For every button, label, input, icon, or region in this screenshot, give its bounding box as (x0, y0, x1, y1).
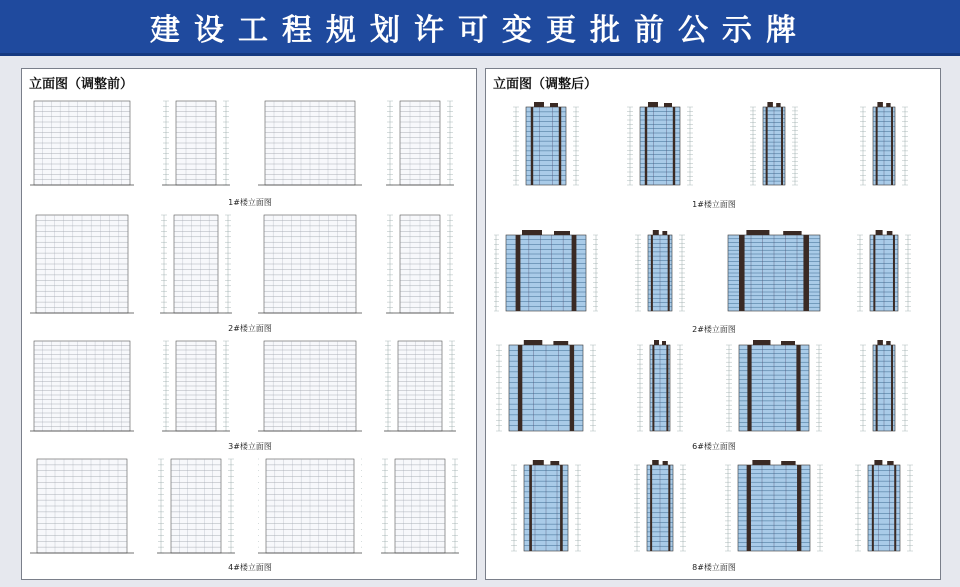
after-elevation-3-1 (494, 337, 598, 437)
after-elevation-1-2 (608, 99, 712, 191)
before-elevation-2-4 (368, 207, 472, 319)
after-elevation-4-3 (722, 457, 826, 557)
banner-title: 建设工程规划许可变更批前公示牌 (150, 12, 810, 48)
before-elevation-2-2 (144, 207, 248, 319)
before-elevation-1-4 (368, 93, 472, 191)
before-elevation-1-1 (30, 93, 134, 191)
before-elevation-2-3 (258, 207, 362, 319)
before-elevation-4-2 (144, 451, 248, 559)
after-elevation-4-1 (494, 457, 598, 557)
before-elevation-3-1 (30, 333, 134, 437)
after-elevation-1-3 (722, 99, 826, 191)
after-caption-3: 6#楼立面图 (692, 442, 736, 451)
before-elevation-1-3 (258, 93, 362, 191)
after-elevation-3-2 (608, 337, 712, 437)
before-panel-title: 立面图（调整前） (29, 77, 134, 92)
before-elevation-3-3 (258, 333, 362, 437)
after-elevation-1-1 (494, 99, 598, 191)
after-caption-4: 8#楼立面图 (692, 563, 736, 572)
after-panel-title: 立面图（调整后） (493, 77, 598, 92)
before-caption-3: 3#楼立面图 (228, 442, 272, 451)
after-elevation-2-1 (494, 227, 598, 317)
before-panel (21, 68, 477, 580)
after-elevation-4-2 (608, 457, 712, 557)
before-caption-1: 1#楼立面图 (228, 198, 272, 207)
after-caption-1: 1#楼立面图 (692, 200, 736, 209)
before-elevation-4-4 (368, 451, 472, 559)
after-panel (485, 68, 941, 580)
before-elevation-4-3 (258, 451, 362, 559)
before-caption-4: 4#楼立面图 (228, 563, 272, 572)
after-elevation-3-4 (832, 337, 936, 437)
after-elevation-4-4 (832, 457, 936, 557)
before-elevation-1-2 (144, 93, 248, 191)
after-elevation-2-4 (832, 227, 936, 317)
before-elevation-2-1 (30, 207, 134, 319)
after-elevation-2-3 (722, 227, 826, 317)
after-elevation-1-4 (832, 99, 936, 191)
banner (0, 0, 960, 56)
after-caption-2: 2#楼立面图 (692, 325, 736, 334)
before-elevation-3-2 (144, 333, 248, 437)
before-caption-2: 2#楼立面图 (228, 324, 272, 333)
before-elevation-4-1 (30, 451, 134, 559)
after-elevation-2-2 (608, 227, 712, 317)
before-elevation-3-4 (368, 333, 472, 437)
after-elevation-3-3 (722, 337, 826, 437)
